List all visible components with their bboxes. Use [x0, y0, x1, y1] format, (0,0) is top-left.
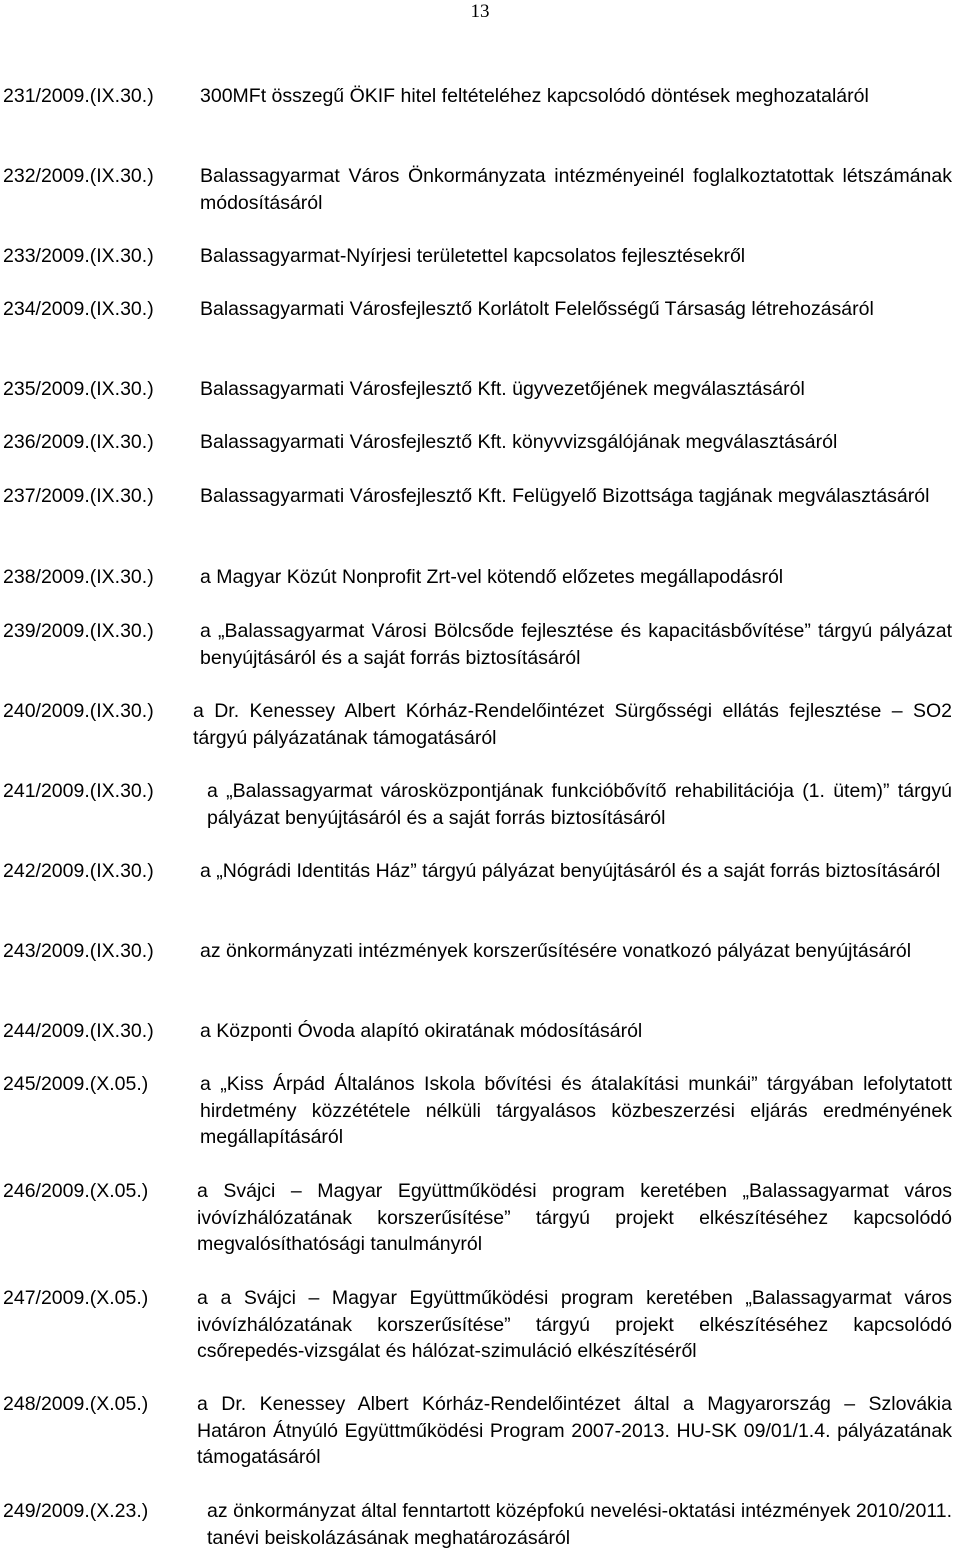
resolution-title: a Dr. Kenessey Albert Kórház-Rendelőintézet Sürgősségi ellátás fejlesztése – SO2 tárgyú pályázatának támogatásáról [193, 700, 952, 749]
resolution-title: a „Kiss Árpád Általános Iskola bővítési és átalakítási munkái” tárgyában lefolytatott hirdetmény közzététele nélküli tárgyalásos közbeszerzési eljárás eredményének megállapításáról [200, 1073, 952, 1148]
resolution-title: a Központi Óvoda alapító okiratának módosításáról [200, 1020, 643, 1042]
page-number: 13 [470, 1, 490, 22]
resolution-number: 244/2009.(IX.30.) [3, 1020, 154, 1042]
resolution-number: 246/2009.(X.05.) [3, 1180, 149, 1202]
resolution-number: 236/2009.(IX.30.) [3, 431, 154, 453]
resolution-number: 247/2009.(X.05.) [3, 1287, 149, 1309]
resolution-number: 249/2009.(X.23.) [3, 1500, 149, 1522]
resolution-title: az önkormányzat által fenntartott középfokú nevelési-oktatási intézmények 2010/2011. tanévi beiskolázásának meghatározásáról [207, 1500, 952, 1549]
resolution-title: Balassagyarmati Városfejlesztő Kft. ügyvezetőjének megválasztásáról [200, 378, 805, 400]
resolution-number: 242/2009.(IX.30.) [3, 860, 154, 882]
resolution-title: Balassagyarmati Városfejlesztő Kft. Felügyelő Bizottsága tagjának megválasztásáról [200, 485, 930, 507]
resolution-number: 231/2009.(IX.30.) [3, 85, 154, 107]
resolution-title: a „Nógrádi Identitás Ház” tárgyú pályázat benyújtásáról és a saját forrás biztosításáról [200, 860, 941, 882]
resolution-number: 245/2009.(X.05.) [3, 1073, 149, 1095]
resolution-title: a Dr. Kenessey Albert Kórház-Rendelőintézet által a Magyarország – Szlovákia Határon Átnyúló Együttműködési Program 2007-2013. HU-SK 09/01/1.4. pályázatának támogatásáról [197, 1393, 952, 1468]
resolution-title: a „Balassagyarmat városközpontjának funkcióbővítő rehabilitációja (1. ütem)” tárgyú pályázat benyújtásáról és a saját forrás biztosításáról [207, 780, 952, 829]
resolution-title: Balassagyarmati Városfejlesztő Kft. könyvvizsgálójának megválasztásáról [200, 431, 838, 453]
resolution-number: 238/2009.(IX.30.) [3, 566, 154, 588]
resolution-title: Balassagyarmat Város Önkormányzata intézményeinél foglalkoztatottak létszámának módosításáról [200, 165, 952, 214]
resolution-number: 248/2009.(X.05.) [3, 1393, 149, 1415]
resolution-number: 239/2009.(IX.30.) [3, 620, 154, 642]
resolution-title: a a Svájci – Magyar Együttműködési program keretében „Balassagyarmat város ivóvízhálózatának korszerűsítése” tárgyú projekt elkészítéséhez kapcsolódó csőrepedés-vizsgálat és hálózat-szimuláció elkészítéséről [197, 1287, 952, 1362]
resolution-title: az önkormányzati intézmények korszerűsítésére vonatkozó pályázat benyújtásáról [200, 940, 912, 962]
resolution-title: a Svájci – Magyar Együttműködési program keretében „Balassagyarmat város ivóvízhálózatának korszerűsítése” tárgyú projekt elkészítéséhez kapcsolódó megvalósíthatósági tanulmányról [197, 1180, 952, 1255]
resolution-number: 233/2009.(IX.30.) [3, 245, 154, 267]
resolution-title: 300MFt összegű ÖKIF hitel feltételéhez kapcsolódó döntések meghozataláról [200, 85, 869, 107]
resolution-number: 237/2009.(IX.30.) [3, 485, 154, 507]
resolution-number: 232/2009.(IX.30.) [3, 165, 154, 187]
resolution-number: 240/2009.(IX.30.) [3, 700, 154, 722]
resolution-number: 234/2009.(IX.30.) [3, 298, 154, 320]
resolution-number: 241/2009.(IX.30.) [3, 780, 154, 802]
resolution-title: a Magyar Közút Nonprofit Zrt-vel kötendő előzetes megállapodásról [200, 566, 784, 588]
resolution-number: 243/2009.(IX.30.) [3, 940, 154, 962]
resolution-title: a „Balassagyarmat Városi Bölcsőde fejlesztése és kapacitásbővítése” tárgyú pályázat benyújtásáról és a saját forrás biztosításáról [200, 620, 952, 669]
resolution-number: 235/2009.(IX.30.) [3, 378, 154, 400]
resolution-title: Balassagyarmat-Nyírjesi területettel kapcsolatos fejlesztésekről [200, 245, 746, 267]
resolution-title: Balassagyarmati Városfejlesztő Korlátolt Felelősségű Társaság létrehozásáról [200, 298, 874, 320]
